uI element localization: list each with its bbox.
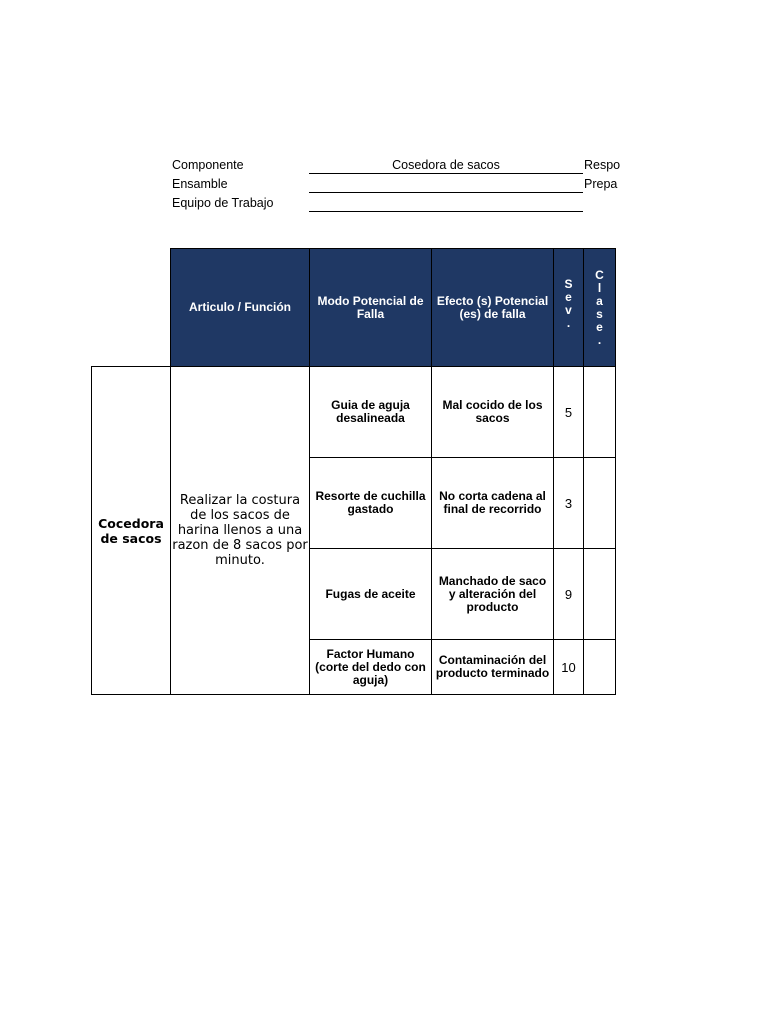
componente-field[interactable]: Cosedora de sacos (309, 156, 583, 174)
efecto-cell: Mal cocido de los sacos (432, 367, 554, 458)
modo-cell: Resorte de cuchilla gastado (310, 458, 432, 549)
table-row (92, 367, 616, 458)
clase-letter: . (597, 332, 602, 347)
clase-letter: l (597, 280, 602, 295)
preparado-label: Prepa (584, 177, 618, 191)
equipo-label: Equipo de Trabajo (172, 196, 274, 210)
componente-row (172, 156, 768, 175)
clase-cell (584, 640, 616, 695)
sev-cell: 9 (554, 549, 584, 640)
sev-cell: 10 (554, 640, 584, 695)
clase-cell (584, 367, 616, 458)
clase-letter: C (595, 267, 604, 282)
equipo-field[interactable] (309, 194, 583, 212)
clase-letter: a (596, 293, 603, 308)
function-cell: Realizar la costura de los sacos de harina llenos a una razon de 8 sacos por minuto. (171, 367, 310, 695)
col-header-clase (584, 249, 616, 367)
header-block (172, 156, 768, 216)
ensamble-field[interactable] (309, 175, 583, 193)
modo-cell: Factor Humano (corte del dedo con aguja) (310, 640, 432, 695)
modo-cell: Fugas de aceite (310, 549, 432, 640)
efecto-cell: Contaminación del producto terminado (432, 640, 554, 695)
col-header-modo: Modo Potencial de Falla (310, 249, 432, 367)
group-cell: Cocedora de sacos (92, 367, 171, 695)
fmea-table (91, 248, 616, 695)
col-header-articulo: Articulo / Función (171, 249, 310, 367)
sev-letter: v (565, 302, 572, 317)
clase-letter: e (596, 319, 603, 334)
sev-cell: 5 (554, 367, 584, 458)
modo-cell: Guia de aguja desalineada (310, 367, 432, 458)
col-header-sev (554, 249, 584, 367)
header-corner (92, 249, 171, 367)
ensamble-label: Ensamble (172, 177, 228, 191)
equipo-row (172, 194, 768, 213)
clase-cell (584, 549, 616, 640)
componente-label: Componente (172, 158, 244, 172)
clase-cell (584, 458, 616, 549)
table-header-row (92, 249, 616, 367)
efecto-cell: Manchado de saco y alteración del producto (432, 549, 554, 640)
ensamble-row (172, 175, 768, 194)
clase-letter: s (596, 306, 603, 321)
sev-letter: S (564, 276, 573, 291)
responsable-label: Respo (584, 158, 621, 172)
col-header-efecto: Efecto (s) Potencial (es) de falla (432, 249, 554, 367)
sev-letter: e (565, 289, 572, 304)
efecto-cell: No corta cadena al final de recorrido (432, 458, 554, 549)
sev-letter: . (566, 315, 571, 330)
sev-cell: 3 (554, 458, 584, 549)
